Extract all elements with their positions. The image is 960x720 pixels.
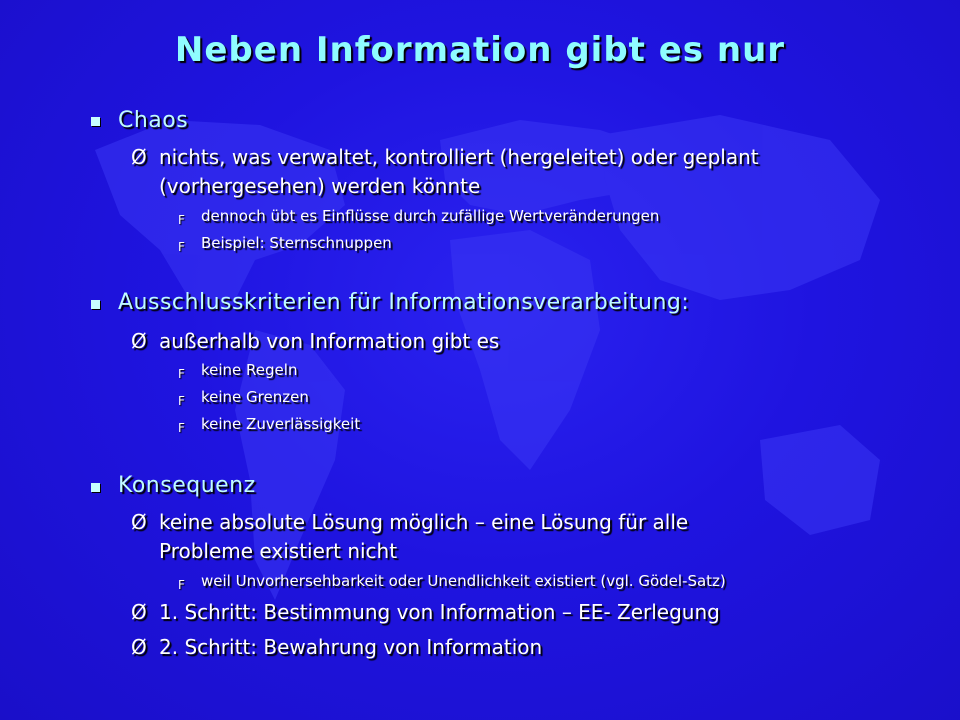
sub-item-text: Probleme existiert nicht — [159, 539, 398, 563]
sub-item-text: 1. Schritt: Bestimmung von Information – EE- Zerlegung — [159, 600, 720, 624]
arrow-bullet-icon: Ø — [131, 510, 147, 534]
arrow-bullet-icon: Ø — [131, 145, 147, 169]
detail-item-text: keine Grenzen — [201, 388, 309, 406]
pointing-hand-bullet-icon: F — [178, 421, 185, 435]
arrow-bullet-icon: Ø — [131, 600, 147, 624]
square-bullet-icon — [91, 117, 100, 126]
pointing-hand-bullet-icon: F — [178, 240, 185, 254]
arrow-bullet-icon: Ø — [131, 635, 147, 659]
square-bullet-icon — [91, 300, 100, 309]
section-heading-ausschlusskriterien: Ausschlusskriterien für Informationsverarbeitung: — [118, 290, 690, 315]
pointing-hand-bullet-icon: F — [178, 578, 185, 592]
arrow-bullet-icon: Ø — [131, 329, 147, 353]
slide-title: Neben Information gibt es nur — [174, 30, 786, 70]
detail-item-text: Beispiel: Sternschnuppen — [201, 234, 392, 252]
detail-item-text: keine Zuverlässigkeit — [201, 415, 361, 433]
section-heading-konsequenz: Konsequenz — [118, 473, 256, 498]
square-bullet-icon — [91, 483, 100, 492]
detail-item-text: dennoch übt es Einflüsse durch zufällige Wertveränderungen — [201, 207, 660, 225]
sub-item-text: 2. Schritt: Bewahrung von Information — [159, 635, 543, 659]
detail-item-text: keine Regeln — [201, 361, 298, 379]
sub-item-text: nichts, was verwaltet, kontrolliert (hergeleitet) oder geplant — [159, 145, 759, 169]
detail-item-text: weil Unvorhersehbarkeit oder Unendlichkeit existiert (vgl. Gödel-Satz) — [201, 572, 726, 590]
pointing-hand-bullet-icon: F — [178, 213, 185, 227]
pointing-hand-bullet-icon: F — [178, 367, 185, 381]
sub-item-text: keine absolute Lösung möglich – eine Lösung für alle — [159, 510, 689, 534]
section-heading-chaos: Chaos — [118, 108, 189, 133]
pointing-hand-bullet-icon: F — [178, 394, 185, 408]
sub-item-text: (vorhergesehen) werden könnte — [159, 174, 481, 198]
sub-item-text: außerhalb von Information gibt es — [159, 329, 500, 353]
